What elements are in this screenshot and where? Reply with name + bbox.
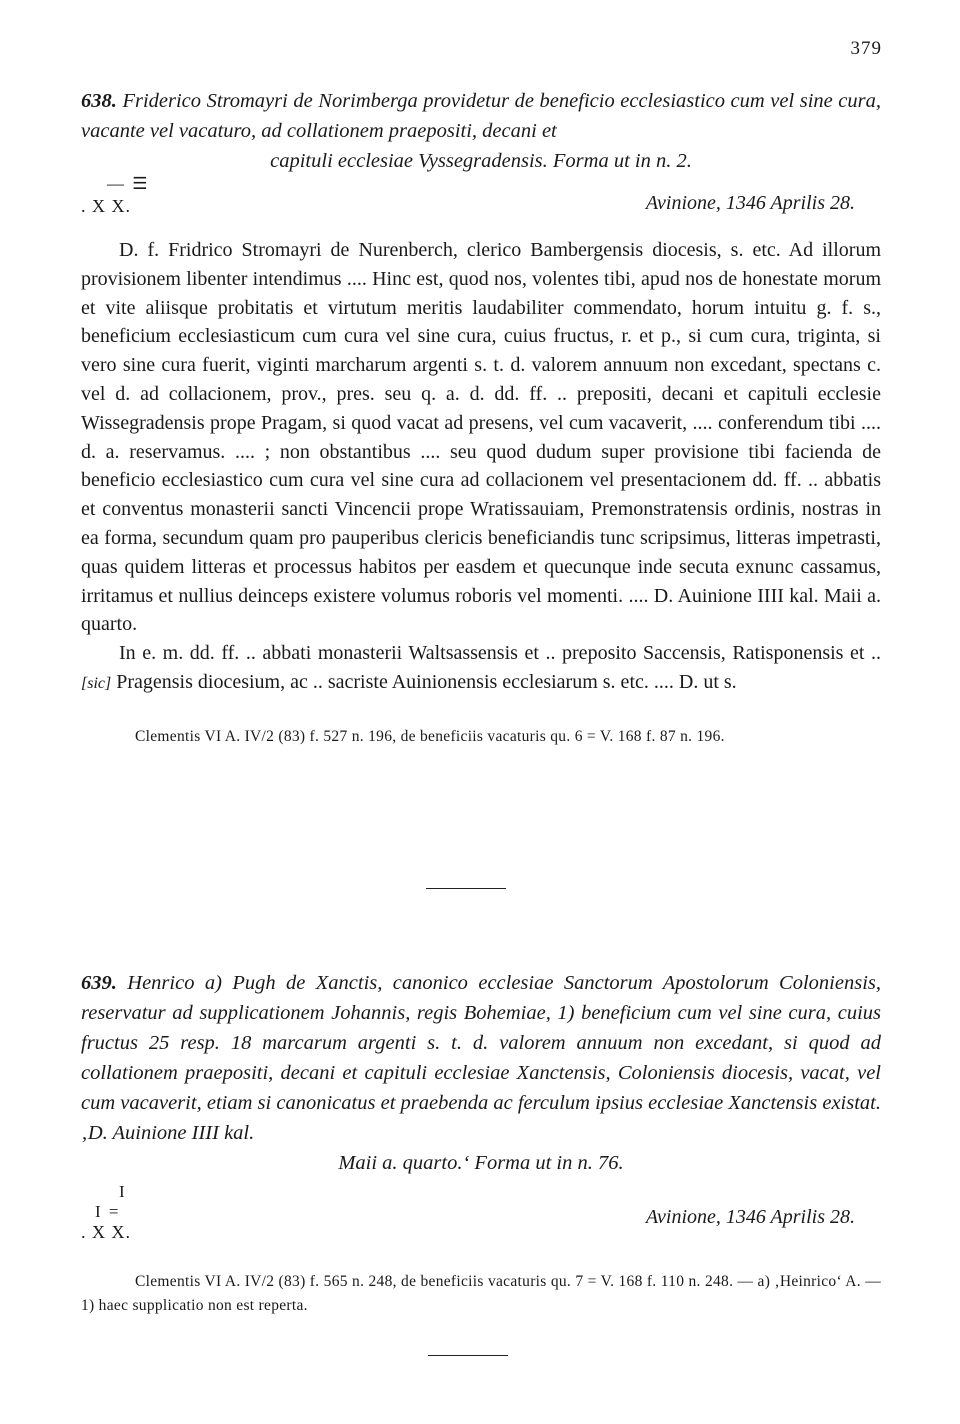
entry-639-heading-text: Henrico a) Pugh de Xanctis, canonico ecclesiae Sanctorum Apostolorum Coloniensis, reservatur ad supplicationem Johannis, regis Bohemiae, 1) beneficium cum vel sine cura, cuius fructus 25 resp. 18 marcarum argenti s. t. d. valorem annuum non excedant, si quod ad collationem praepositi, decani et capituli ecclesiae Xanctensis, Coloniensis diocesis, vacat, vel cum vacaverit, etiam si canonicatus et praebenda ac ferculum ipsius ecclesiae Xanctensis existat. ‚D. Auinione IIII kal. (81, 972, 881, 1144)
entry-638-dating-row (81, 174, 881, 224)
entry-638-body-p2-b: Pragensis diocesium, ac .. sacriste Auinionensis ecclesiarum s. etc. .... D. ut s. (111, 670, 737, 693)
entry-639-marks-mid: I = (95, 1202, 121, 1221)
entry-638-body-paragraph-2 (81, 639, 881, 699)
entry-639-marks (81, 1182, 171, 1244)
entry-638-marks (81, 174, 171, 224)
entry-639-source-text: Clementis VI A. IV/2 (83) f. 565 n. 248, de beneficiis vacaturis qu. 7 = V. 168 f. 110 n. 248. — a) ‚Heinrico‘ A. — 1) haec supplicatio non est reperta. (81, 1273, 881, 1314)
page-end-divider (428, 1355, 508, 1356)
entry-638 (81, 86, 881, 749)
entry-639 (81, 968, 881, 1318)
page-number: 379 (850, 38, 882, 59)
entry-638-body-paragraph-1: D. f. Fridrico Stromayri de Nurenberch, clerico Bambergensis diocesis, s. etc. Ad illorum provisionem libenter intendimus .... Hinc est, quod nos, volentes tibi, apud nos de honestate morum et vite aliisque probitatis et virtutum meritis laudabiliter commendato, horum intuitu g. f. s., beneficium ecclesiasticum cum cura vel sine cura, cuius fructus, r. et p., si cum cura, triginta, si vero sine cura fuerit, viginti marcharum argenti s. t. d. valorem annuum non excedant, spectans c. vel d. ad collacionem, prov., pres. seu q. a. d. dd. ff. .. prepositi, decani et capituli ecclesie Wissegradensis prope Pragam, si quod vacat ad presens, vel cum vacaverit, .... conferendum tibi .... d. a. reservamus. .... ; non obstantibus .... seu quod dudum super provisione tibi facienda de beneficio ecclesiastico cum cura vel sine cura ad collacionem vel presentacionem dd. ff. .. abbatis et conventus monasterii sancti Vincencii prope Wratissauiam, Premonstratensis ordinis, nostras in ea forma, secundum quam pro pauperibus clericis beneficiandis tunc scripsimus, litteras impetrasti, quas quidem litteras et processus habitos per easdem et quecunque inde secuta exnunc cassamus, irritamus et nullius deinceps existere volumus roboris vel momenti. .... D. Auinione IIII kal. Maii a. quarto. (81, 239, 881, 636)
entry-639-heading-last: Maii a. quarto.‘ Forma ut in n. 76. (338, 1152, 624, 1174)
entry-639-dating: Avinione, 1346 Aprilis 28. (645, 1206, 855, 1228)
entry-638-marks-top: — ☰ (107, 174, 150, 193)
entry-638-sic: [sic] (81, 674, 112, 692)
entry-638-marks-bottom: . X X. (81, 196, 131, 216)
entry-638-heading (81, 86, 881, 176)
entry-638-source-text: Clementis VI A. IV/2 (83) f. 527 n. 196, de beneficiis vacaturis qu. 6 = V. 168 f. 87 n. 196. (135, 727, 725, 745)
entry-639-heading (81, 968, 881, 1178)
entry-638-heading-last: capituli ecclesiae Vyssegradensis. Forma ut in n. 2. (270, 150, 692, 172)
entry-638-dating: Avinione, 1346 Aprilis 28. (645, 192, 855, 214)
entry-638-body-p2-a: In e. m. dd. ff. .. abbati monasterii Waltsassensis et .. preposito Saccensis, Ratisponensis et .. (119, 642, 881, 665)
entry-639-number: 639. (81, 972, 117, 994)
entry-639-marks-bottom: . X X. (81, 1222, 131, 1242)
entry-639-marks-top: I (119, 1182, 127, 1201)
entry-638-source (81, 725, 881, 749)
entry-638-heading-text: Friderico Stromayri de Norimberga providetur de beneficio ecclesiastico cum vel sine cura, vacante vel vacaturo, ad collationem praepositi, decani et (81, 90, 882, 142)
entry-639-dating-row (81, 1182, 881, 1244)
entry-638-body (81, 236, 881, 699)
section-divider (426, 888, 506, 889)
entry-638-number: 638. (81, 90, 117, 112)
entry-639-source (81, 1270, 881, 1318)
